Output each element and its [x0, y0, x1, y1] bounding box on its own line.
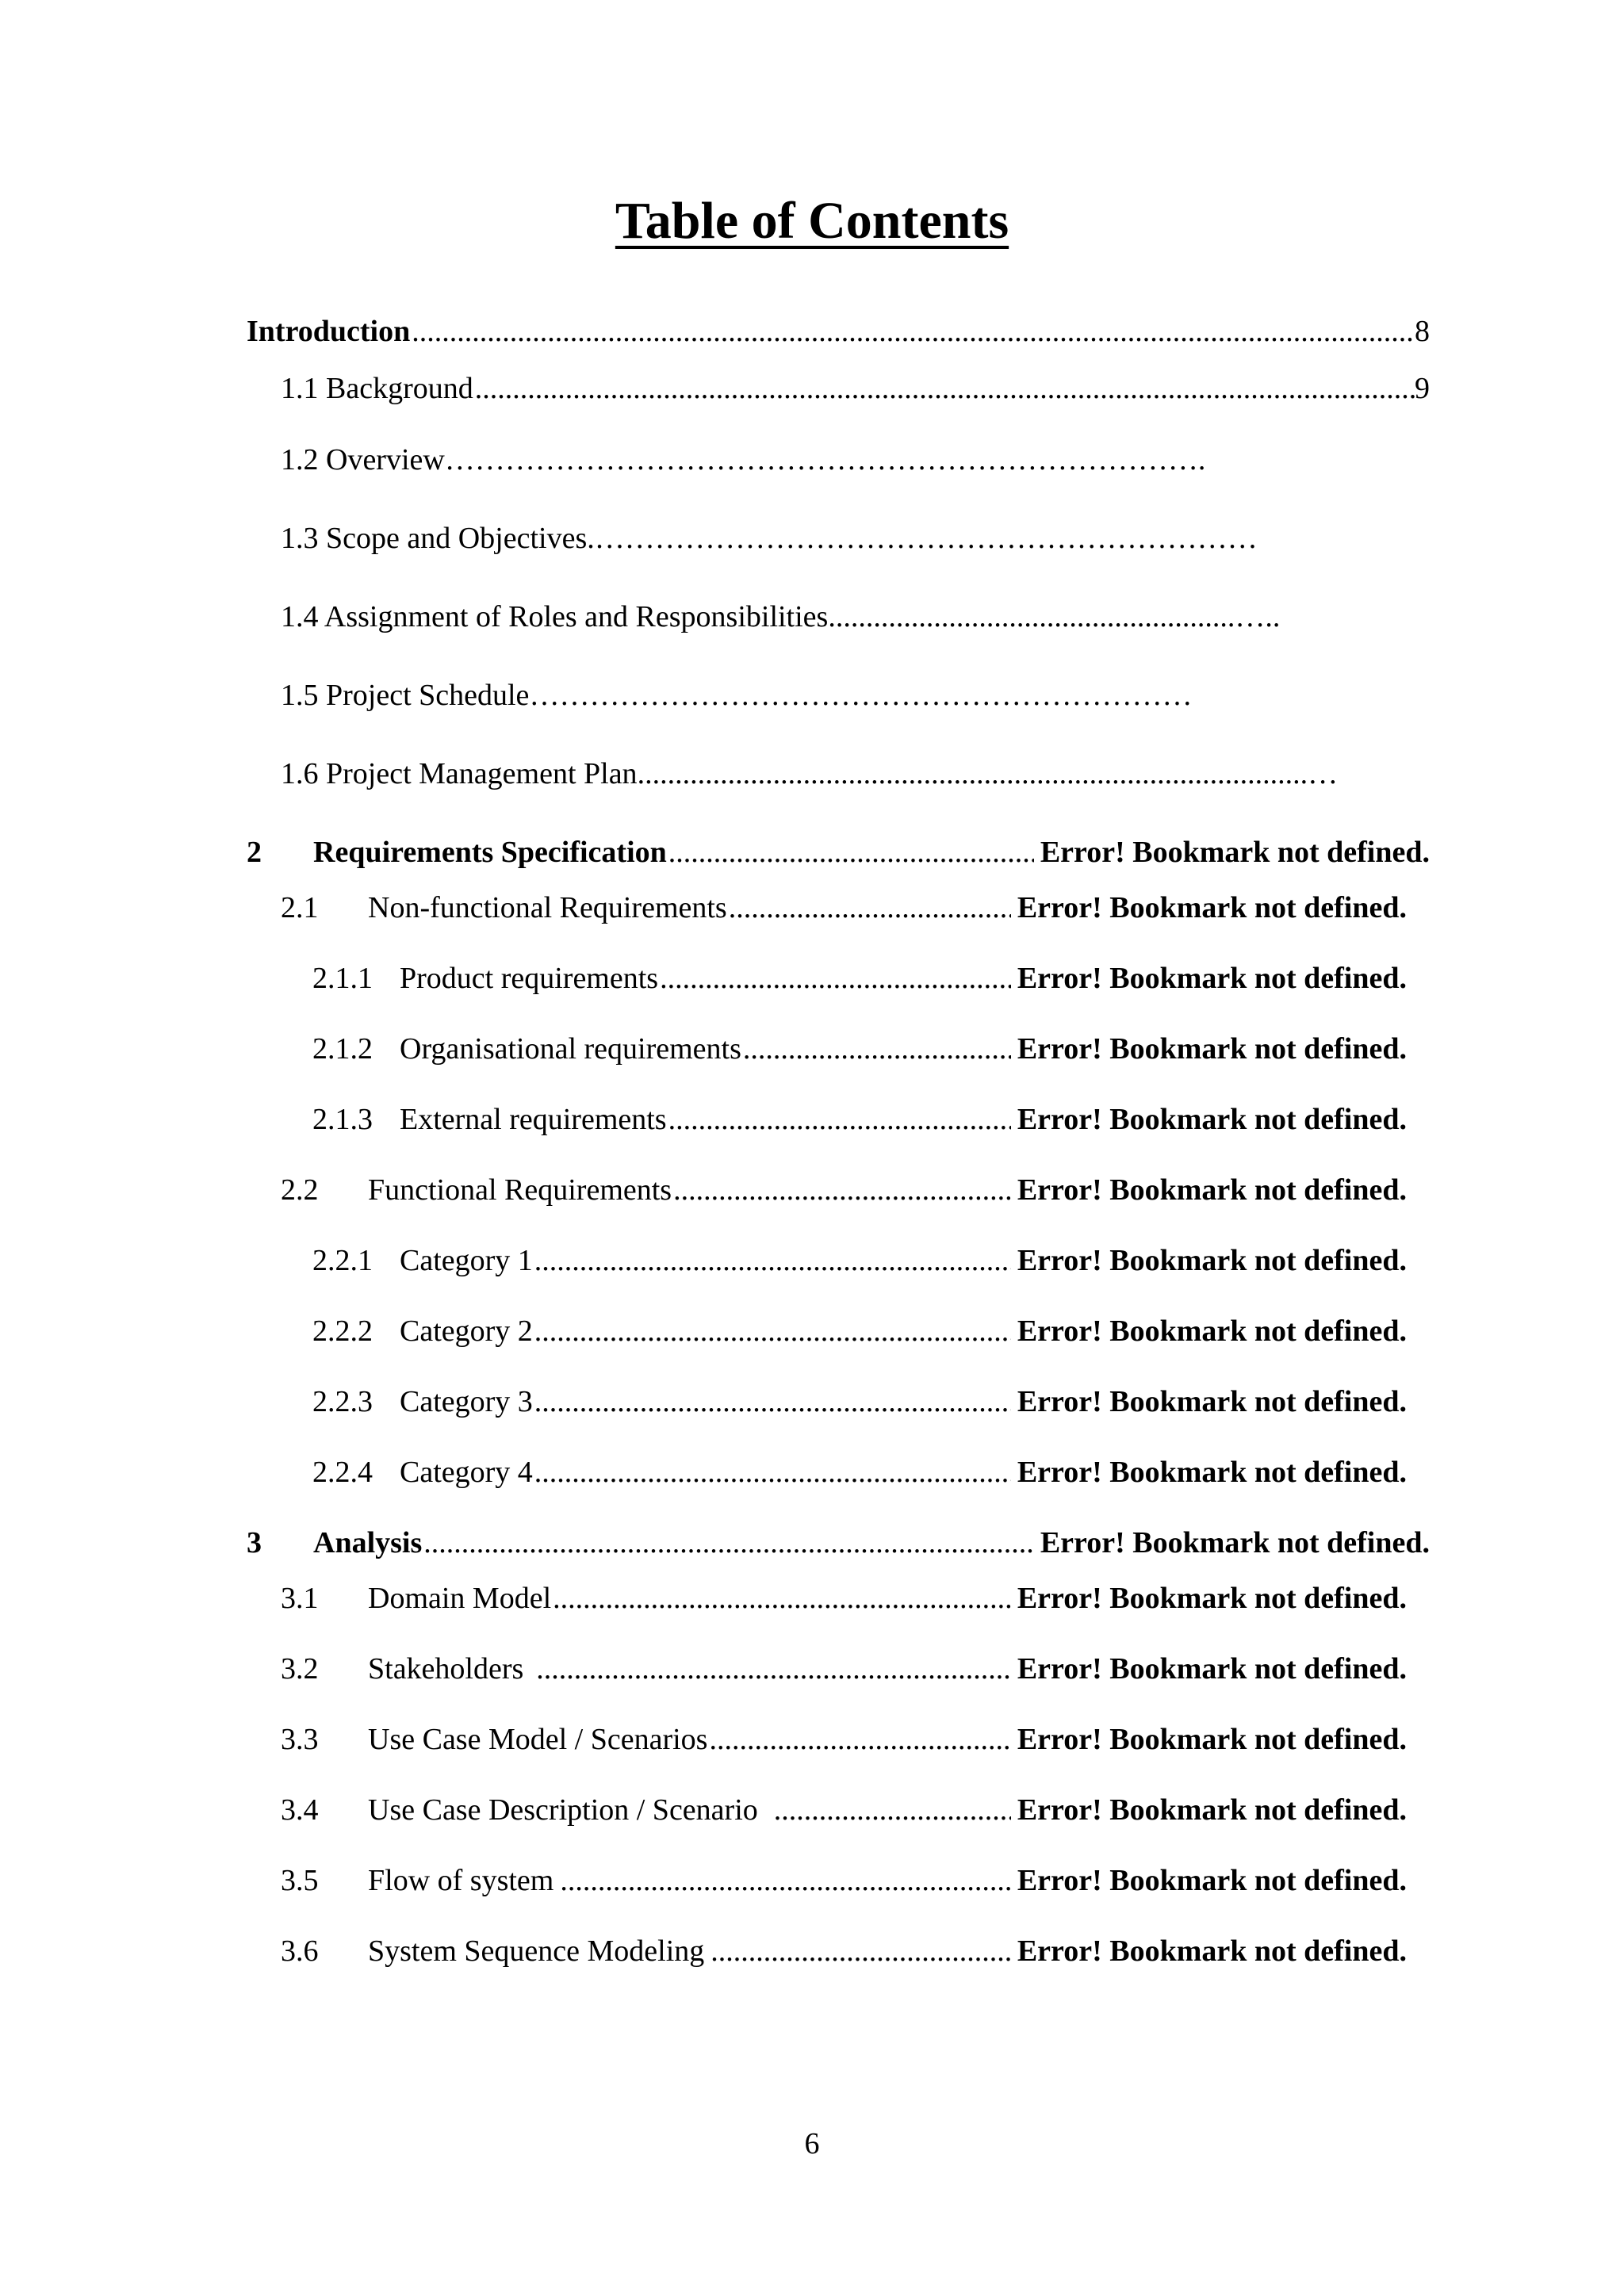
toc-entry-use-case-model[interactable] — [281, 1720, 1407, 1758]
toc-entry-label: Introduction — [247, 315, 411, 348]
toc-entry-label: Use Case Model / Scenarios — [368, 1723, 708, 1756]
toc-entry-label: System Sequence Modeling — [368, 1934, 705, 1968]
toc-leader: ………………………………………………………… — [529, 679, 1193, 712]
toc-entry-organisational-req[interactable] — [312, 1030, 1407, 1068]
toc-entry-label: Category 1 — [400, 1244, 533, 1277]
toc-entry-label: Analysis — [313, 1526, 423, 1559]
toc-leader — [473, 369, 1415, 408]
toc-leader: .........................................................................................… — [637, 757, 1339, 790]
toc-page-number: Error! Bookmark not defined. — [1017, 1456, 1407, 1489]
toc-entry-number: 2.1.3 — [312, 1103, 373, 1136]
toc-entry-number: 3.6 — [281, 1934, 319, 1968]
toc-entry-label: Functional Requirements — [368, 1173, 672, 1207]
toc-entry-category-4[interactable] — [312, 1453, 1407, 1491]
toc-leader — [551, 1579, 1011, 1617]
toc-entry-category-3[interactable] — [312, 1383, 1407, 1421]
toc-leader — [667, 1100, 1011, 1138]
toc-entry-number: 2.2.4 — [312, 1456, 373, 1489]
page-number: 6 — [804, 2127, 820, 2160]
toc-leader: ………………………………………………………… — [594, 522, 1258, 555]
toc-leader — [709, 1932, 1011, 1970]
toc-leader — [533, 1312, 1011, 1350]
toc-entry-sequence-modeling[interactable] — [281, 1932, 1407, 1970]
toc-page-number: Error! Bookmark not defined. — [1017, 1723, 1407, 1756]
toc-page-number: Error! Bookmark not defined. — [1017, 1934, 1407, 1968]
toc-entry-flow-of-system[interactable] — [281, 1862, 1407, 1900]
toc-page-number: Error! Bookmark not defined. — [1017, 1652, 1407, 1686]
toc-entry-label: Organisational requirements — [400, 1032, 741, 1066]
toc-entry-analysis[interactable] — [247, 1524, 1430, 1562]
toc-leader — [558, 1862, 1010, 1900]
toc-entry-number: 2.1.1 — [312, 962, 373, 995]
toc-entry-category-2[interactable] — [312, 1312, 1407, 1350]
toc-entry-number: 2.1.2 — [312, 1032, 373, 1066]
page-title-text: Table of Contents — [615, 192, 1009, 250]
toc-leader — [658, 959, 1011, 997]
toc-page-number: Error! Bookmark not defined. — [1040, 1526, 1430, 1559]
toc-entry-schedule[interactable] — [281, 676, 1351, 714]
toc-entry-label: Category 3 — [400, 1385, 533, 1418]
toc-entry-label: 1.6 Project Management Plan — [281, 757, 638, 790]
toc-entry-stakeholders[interactable] — [281, 1650, 1407, 1688]
toc-leader — [707, 1720, 1010, 1758]
toc-entry-number: 2.2.3 — [312, 1385, 373, 1418]
toc-entry-management-plan[interactable] — [281, 755, 1431, 793]
toc-page-number: Error! Bookmark not defined. — [1017, 1314, 1407, 1348]
toc-entry-label: Category 2 — [400, 1314, 533, 1348]
toc-leader — [534, 1650, 1011, 1688]
toc-leader — [422, 1524, 1034, 1562]
toc-entry-label: External requirements — [400, 1103, 667, 1136]
toc-page-number: 8 — [1415, 315, 1430, 348]
toc-entry-number: 3.3 — [281, 1723, 319, 1756]
toc-entry-roles[interactable] — [281, 598, 1391, 636]
toc-entry-overview[interactable] — [281, 441, 1312, 479]
toc-entry-use-case-description[interactable] — [281, 1791, 1407, 1829]
toc-leader — [410, 312, 1415, 350]
toc-entry-scope[interactable] — [281, 519, 1351, 557]
toc-leader: ......................................................….. — [828, 600, 1281, 633]
toc-entry-number: 3.5 — [281, 1864, 319, 1897]
toc-page-number: Error! Bookmark not defined. — [1017, 891, 1407, 924]
toc-leader — [741, 1030, 1011, 1068]
toc-entry-number: 3.2 — [281, 1652, 319, 1686]
toc-page-number: Error! Bookmark not defined. — [1017, 1793, 1407, 1827]
toc-entry-label: 1.1 Background — [281, 372, 473, 405]
toc-entry-number: 3.4 — [281, 1793, 319, 1827]
toc-entry-label: 1.5 Project Schedule — [281, 679, 530, 712]
toc-page-number: Error! Bookmark not defined. — [1040, 836, 1430, 869]
toc-leader — [727, 889, 1011, 927]
toc-leader — [672, 1171, 1011, 1209]
toc-entry-label: 1.2 Overview — [281, 443, 445, 476]
toc-page-number: Error! Bookmark not defined. — [1017, 962, 1407, 995]
toc-leader: …………………………………………………………………. — [444, 443, 1206, 476]
toc-entry-number: 2 — [247, 836, 262, 869]
toc-entry-functional[interactable] — [281, 1171, 1407, 1209]
toc-entry-requirements[interactable] — [247, 833, 1430, 871]
toc-leader — [772, 1791, 1011, 1829]
toc-page-number: Error! Bookmark not defined. — [1017, 1385, 1407, 1418]
toc-entry-external-req[interactable] — [312, 1100, 1407, 1138]
toc-entry-label: 1.3 Scope and Objectives. — [281, 522, 595, 555]
toc-page-number: 9 — [1415, 372, 1430, 405]
toc-leader — [533, 1453, 1011, 1491]
toc-page-number: Error! Bookmark not defined. — [1017, 1032, 1407, 1066]
toc-entry-domain-model[interactable] — [281, 1579, 1407, 1617]
toc-entry-label: Domain Model — [368, 1582, 552, 1615]
toc-entry-label: Product requirements — [400, 962, 659, 995]
toc-entry-number: 3.1 — [281, 1582, 319, 1615]
toc-entry-label: 1.4 Assignment of Roles and Responsibilities — [281, 600, 829, 633]
toc-entry-label: Flow of system — [368, 1864, 554, 1897]
toc-leader — [533, 1242, 1011, 1280]
toc-entry-label: Requirements Specification — [313, 836, 667, 869]
page-title — [0, 192, 1624, 250]
toc-page-number: Error! Bookmark not defined. — [1017, 1864, 1407, 1897]
toc-entry-background[interactable] — [281, 369, 1430, 408]
toc-entry-number: 3 — [247, 1526, 262, 1559]
toc-entry-label: Category 4 — [400, 1456, 533, 1489]
toc-entry-introduction[interactable] — [247, 312, 1430, 350]
toc-entry-number: 2.2.1 — [312, 1244, 373, 1277]
toc-entry-category-1[interactable] — [312, 1242, 1407, 1280]
toc-page-number: Error! Bookmark not defined. — [1017, 1582, 1407, 1615]
toc-leader — [533, 1383, 1011, 1421]
toc-entry-non-functional[interactable] — [281, 889, 1407, 927]
toc-leader — [667, 833, 1034, 871]
toc-page-number: Error! Bookmark not defined. — [1017, 1103, 1407, 1136]
toc-entry-number: 2.2 — [281, 1173, 319, 1207]
toc-entry-number: 2.2.2 — [312, 1314, 373, 1348]
toc-entry-label: Non-functional Requirements — [368, 891, 727, 924]
toc-page-number: Error! Bookmark not defined. — [1017, 1244, 1407, 1277]
toc-entry-label: Use Case Description / Scenario — [368, 1793, 758, 1827]
toc-page-number: Error! Bookmark not defined. — [1017, 1173, 1407, 1207]
toc-entry-number: 2.1 — [281, 891, 319, 924]
toc-entry-label: Stakeholders — [368, 1652, 524, 1686]
toc-entry-product-req[interactable] — [312, 959, 1407, 997]
